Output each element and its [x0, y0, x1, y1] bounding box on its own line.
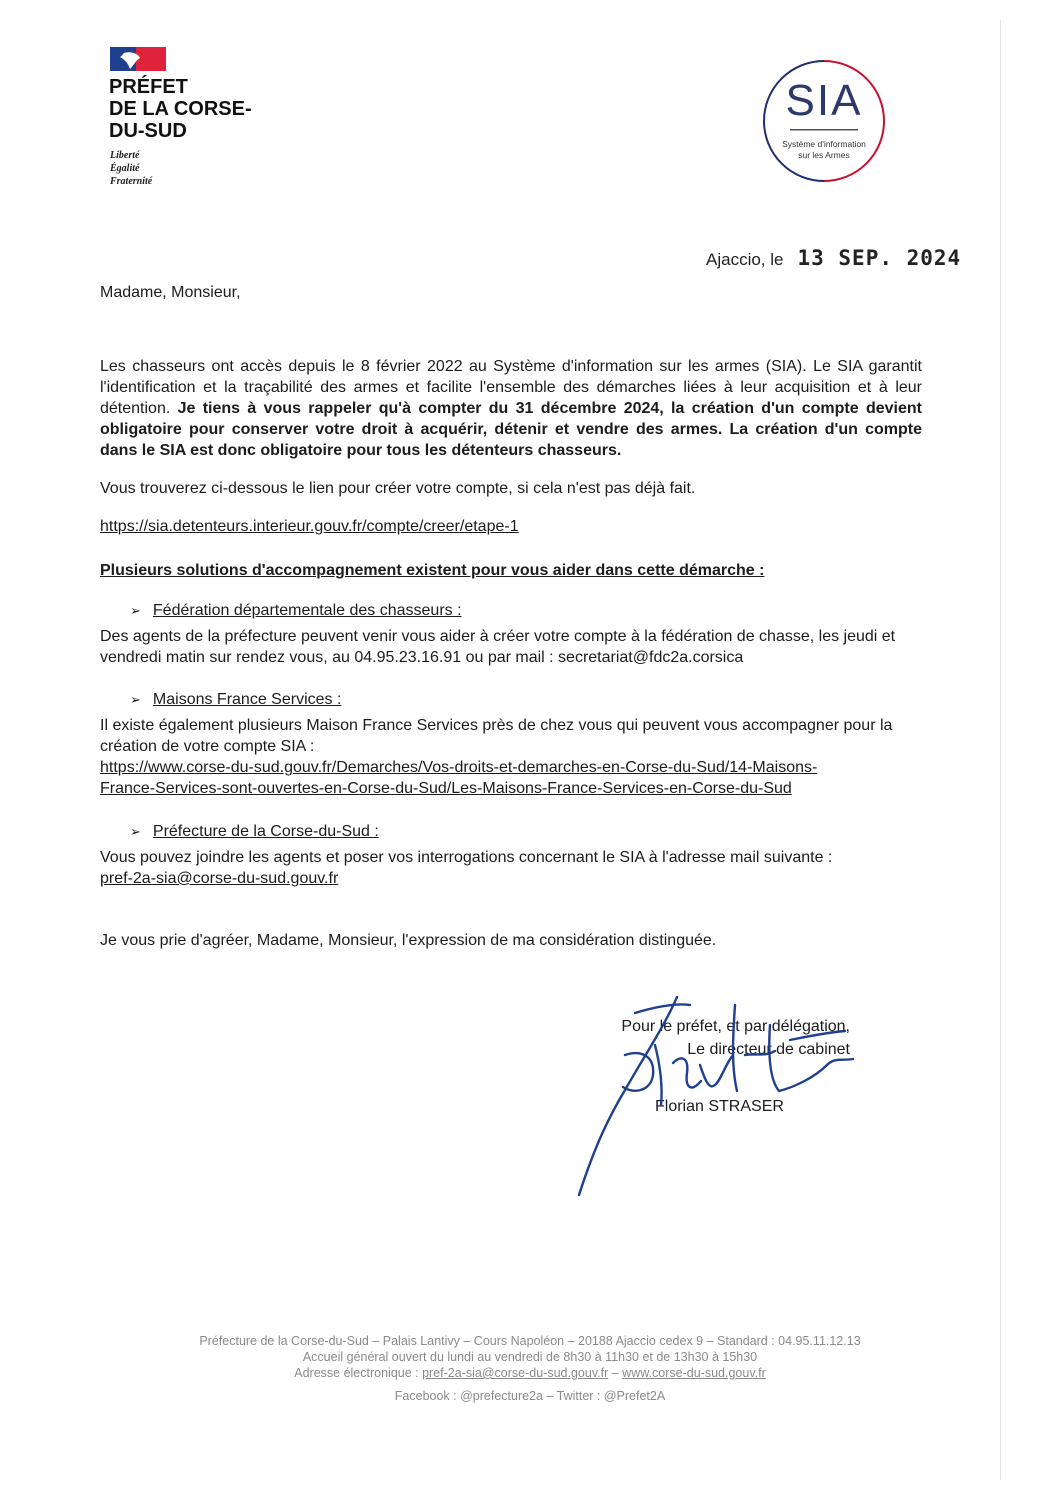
letter-date	[706, 246, 961, 270]
solution-prefecture-heading	[130, 823, 379, 841]
account-creation-link[interactable]: https://sia.detenteurs.interieur.gouv.fr/compte/creer/etape-1	[100, 518, 519, 535]
prefet-line: DE LA CORSE-	[109, 98, 252, 120]
footer-email-link[interactable]: pref-2a-sia@corse-du-sud.gouv.fr	[422, 1366, 609, 1380]
signatory-name: Florian STRASER	[655, 1098, 784, 1115]
solution-label: Préfecture de la Corse-du-Sud :	[152, 823, 379, 840]
solution-label: Fédération départementale des chasseurs :	[152, 602, 462, 619]
paragraph-intro-bold: Je tiens à vous rappeler qu'à compter du 31 décembre 2024, la création d'un compte devient obligatoire pour conserver votre droit à acquérir, détenir et vendre des armes. La création d'un compte dans le SIA est donc obligatoire pour tous les détenteurs chasseurs.	[100, 400, 922, 459]
signature-line2: Le directeur de cabinet	[687, 1041, 850, 1058]
prefet-line: PRÉFET	[109, 76, 188, 98]
salutation: Madame, Monsieur,	[100, 284, 241, 301]
devise-line: Égalité	[110, 163, 140, 174]
devise-line: Liberté	[110, 150, 140, 161]
sia-acronym: SIA	[785, 76, 863, 125]
footer-social: Facebook : @prefecture2a – Twitter : @Prefet2A	[394, 1389, 666, 1403]
prefet-title	[109, 76, 252, 142]
solution-label: Maisons France Services :	[152, 691, 342, 708]
date-prefix: Ajaccio, le	[706, 250, 784, 269]
footer-website-link[interactable]: www.corse-du-sud.gouv.fr	[622, 1366, 766, 1380]
solution-federation-text: Des agents de la préfecture peuvent venir vous aider à créer votre compte à la fédération de chasse, les jeudi et vendredi matin sur rendez vous, au 04.95.23.16.91 ou par mail : secretariat@fdc2a.corsica	[100, 628, 896, 666]
prefet-line: DU-SUD	[109, 120, 187, 142]
solution-text: Il existe également plusieurs Maison France Services près de chez vous qui peuvent vous accompagner pour la création de votre compte SIA :	[100, 717, 893, 755]
sia-logo	[760, 57, 888, 185]
solution-text: Vous pouvez joindre les agents et poser vos interrogations concernant le SIA à l'adresse mail suivante :	[100, 849, 833, 866]
arrow-bullet-icon: ➢	[130, 692, 141, 707]
signature-line1: Pour le préfet, et par délégation,	[621, 1018, 850, 1035]
france-services-link-line1[interactable]: https://www.corse-du-sud.gouv.fr/Demarches/Vos-droits-et-demarches-en-Corse-du-Sud/14-Maisons-	[100, 759, 818, 776]
arrow-bullet-icon: ➢	[130, 824, 141, 839]
devise	[110, 149, 152, 188]
solution-prefecture-text	[100, 847, 922, 889]
date-stamp: 13 SEP. 2024	[797, 246, 962, 270]
paragraph-link-intro: Vous trouverez ci-dessous le lien pour créer votre compte, si cela n'est pas déjà fait.	[100, 480, 696, 497]
marianne-flag-icon	[110, 47, 166, 71]
solution-france-services-text	[100, 715, 922, 799]
footer-address: Préfecture de la Corse-du-Sud – Palais Lantivy – Cours Napoléon – 20188 Ajaccio cedex 9 – Standard : 04.95.11.12.13	[199, 1334, 861, 1348]
devise-line: Fraternité	[110, 176, 153, 187]
footer-separator: –	[608, 1366, 623, 1380]
arrow-bullet-icon: ➢	[130, 603, 141, 618]
solution-federation-heading	[130, 602, 462, 620]
paragraph-intro-normal: Les chasseurs ont accès depuis le 8 février 2022 au Système d'information sur les armes (SIA). Le SIA garantit l'identification et la traçabilité des armes et facilite l'ensemble des démarches liées à leur acquisition et à leur détention.	[100, 358, 922, 417]
paragraph-intro	[100, 356, 922, 461]
scan-edge-line	[1000, 20, 1001, 1480]
sia-caption-line2: sur les Armes	[798, 150, 850, 160]
footer-hours: Accueil général ouvert du lundi au vendredi de 8h30 à 11h30 et de 13h30 à 15h30	[302, 1350, 758, 1364]
footer-contact	[100, 1365, 960, 1381]
handwritten-signature	[565, 995, 865, 1205]
footer-contact-prefix: Adresse électronique :	[294, 1366, 423, 1380]
solution-france-services-heading	[130, 691, 341, 709]
france-services-link-line2[interactable]: France-Services-sont-ouvertes-en-Corse-du-Sud/Les-Maisons-France-Services-en-Corse-du-Sud	[100, 780, 792, 797]
closing-formula: Je vous prie d'agréer, Madame, Monsieur, l'expression de ma considération distinguée.	[100, 932, 717, 949]
prefecture-email-link[interactable]: pref-2a-sia@corse-du-sud.gouv.fr	[100, 870, 339, 887]
sia-caption-line1: Système d'information	[782, 139, 866, 149]
solutions-title: Plusieurs solutions d'accompagnement existent pour vous aider dans cette démarche :	[100, 562, 765, 579]
